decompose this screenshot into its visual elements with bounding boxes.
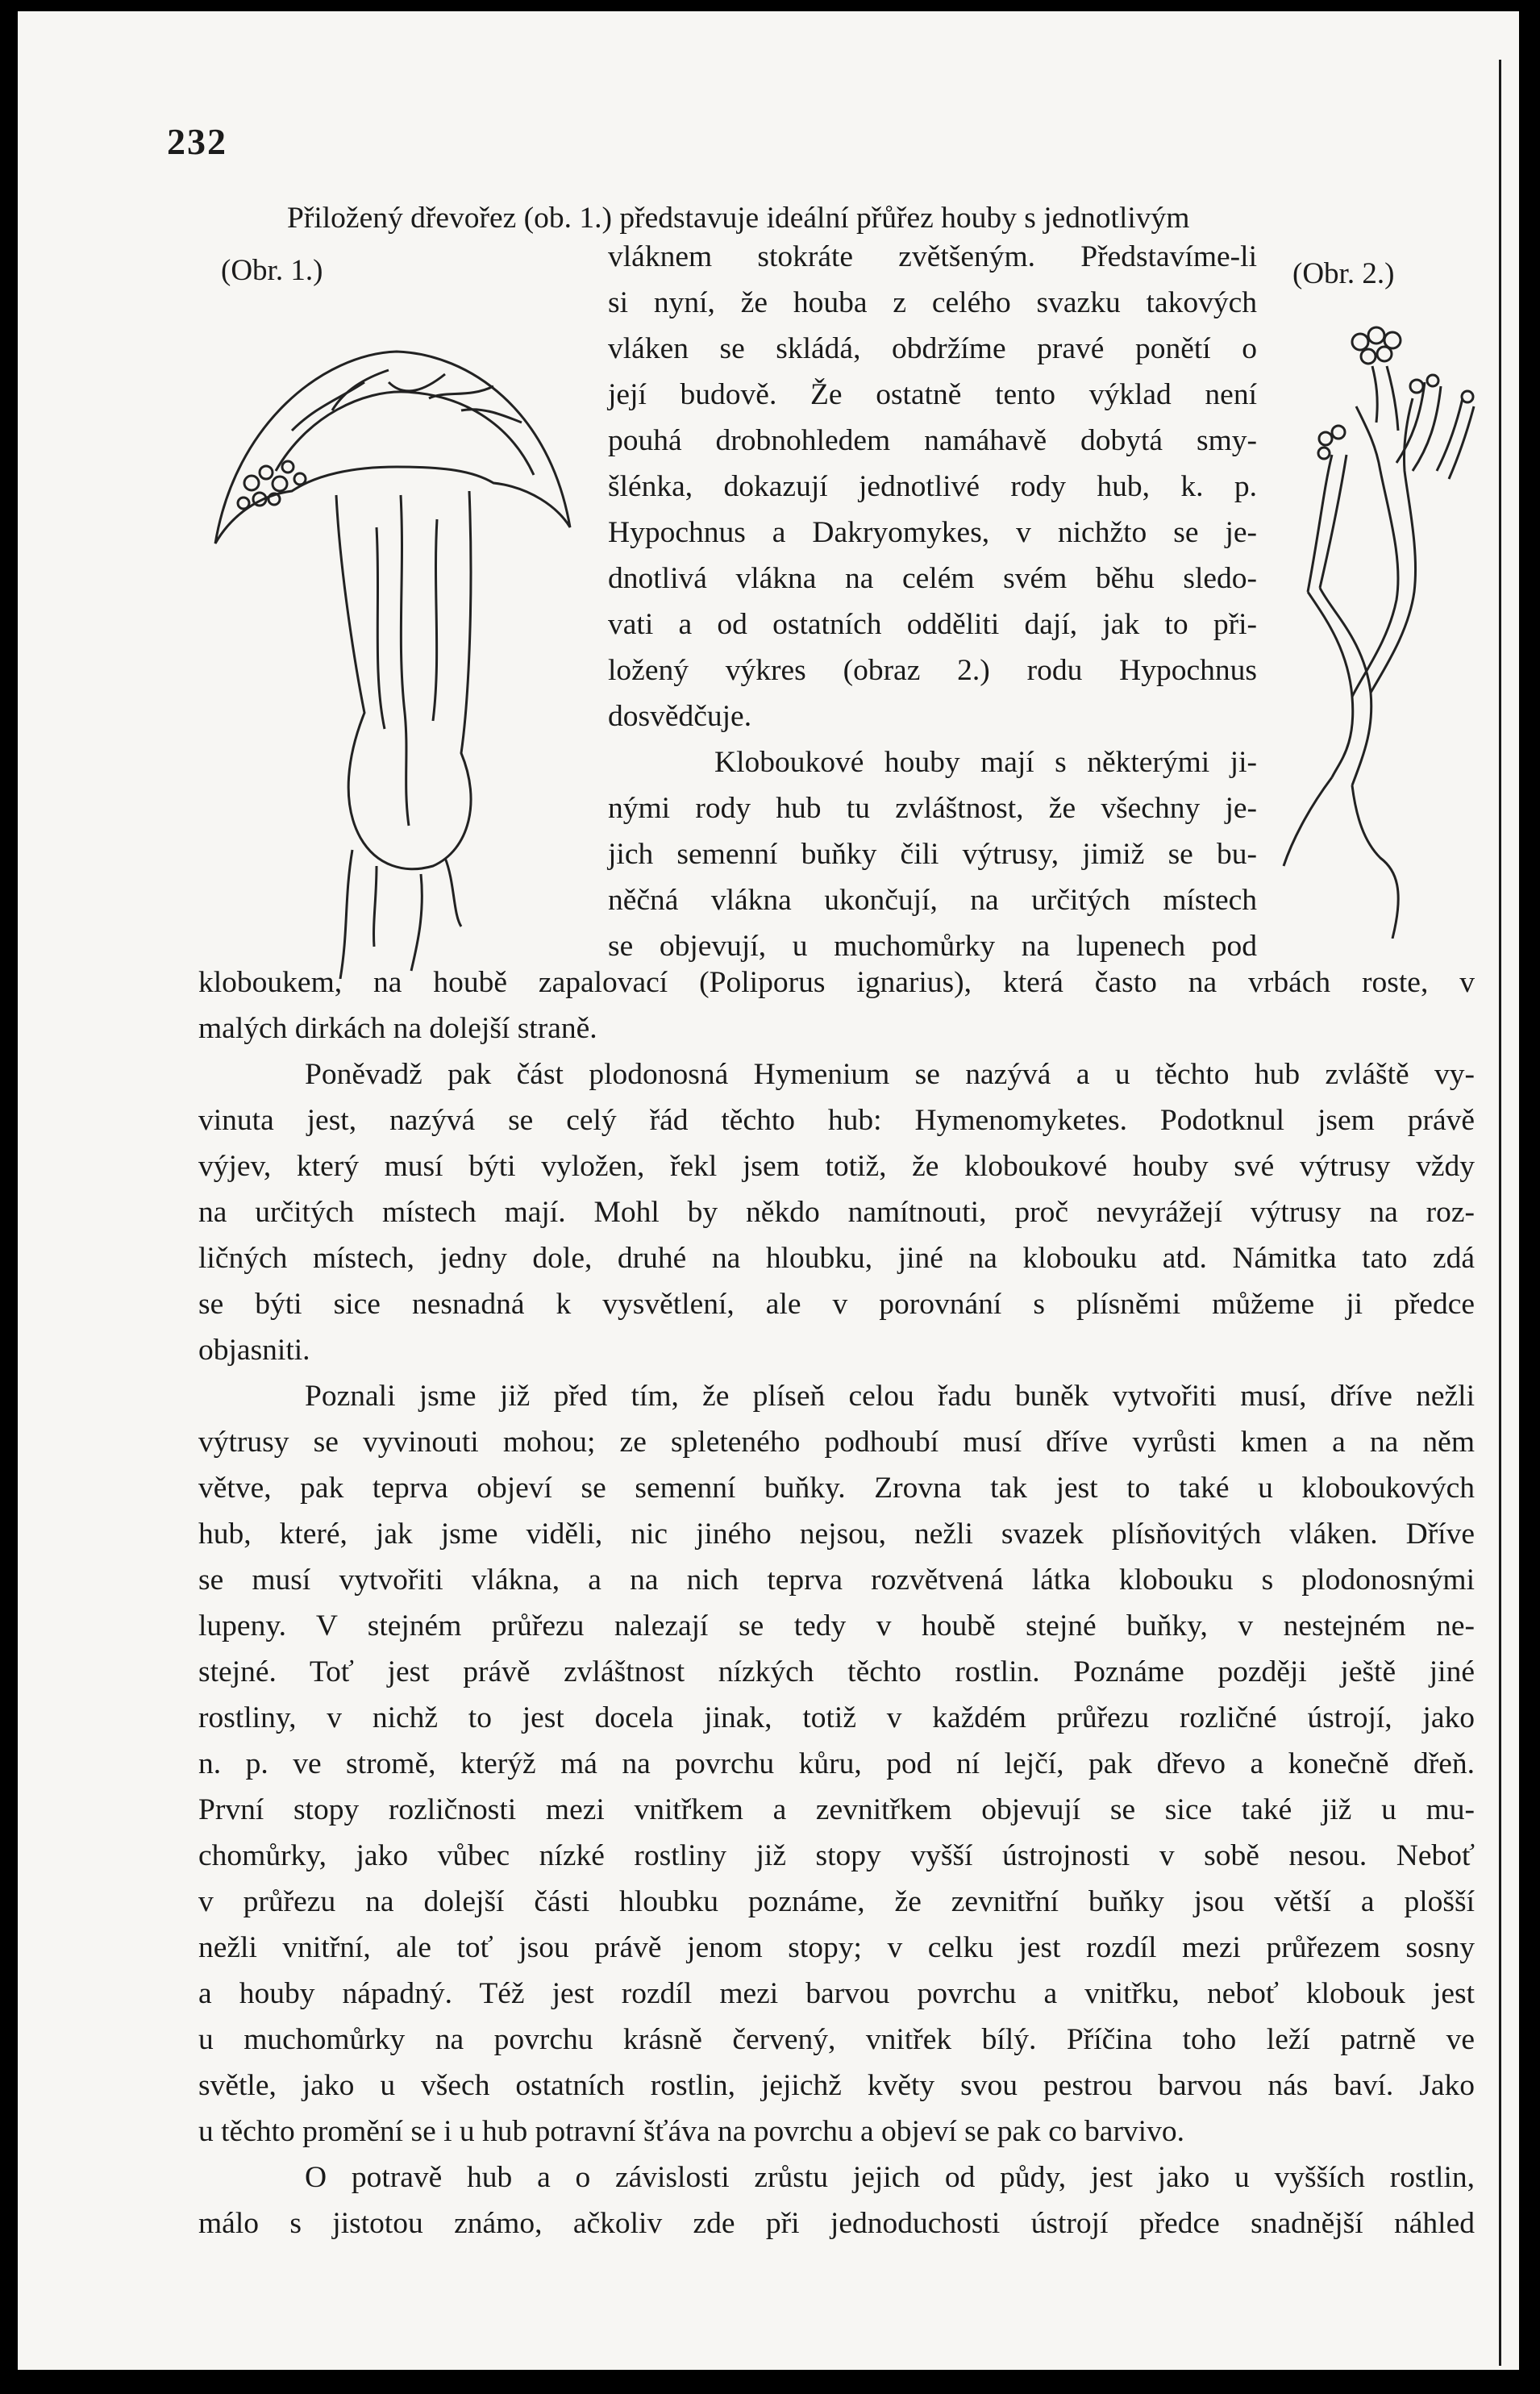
text-line: vláken se skládá, obdržíme pravé ponětí o: [608, 332, 1257, 365]
text-line: kloboukem, na houbě zapalovací (Poliporus ignarius), která často na vrbách roste, v: [198, 966, 1475, 999]
text-line: se objevují, u muchomůrky na lupenech pod: [608, 930, 1257, 963]
page-edge-shadow: [1499, 60, 1501, 2366]
mushroom-cross-section-illustration: [203, 334, 582, 979]
text-line: lupeny. V stejném průřezu nalezají se tedy v houbě stejné buňky, v nestejném ne-: [198, 1609, 1475, 1642]
text-line: se musí vytvořiti vlákna, a na nich teprva rozvětvená látka klobouku s plodonosnými: [198, 1563, 1475, 1597]
text-line: O potravě hub a o závislosti zrůstu jejich od půdy, jest jako u vyšších rostlin,: [305, 2161, 1475, 2194]
text-line: se býti sice nesnadná k vysvětlení, ale v porovnání s plísněmi můžeme ji předce: [198, 1288, 1475, 1321]
book-page: [18, 11, 1519, 2370]
text-line: větve, pak teprva objeví se semenní buňky. Zrovna tak jest to také u kloboukových: [198, 1472, 1475, 1505]
text-line: šlénka, dokazují jednotlivé rody hub, k. p.: [608, 470, 1257, 503]
text-line: Poznali jsme již před tím, že plíseň celou řadu buněk vytvořiti musí, dříve nežli: [305, 1380, 1475, 1413]
text-line: a houby nápadný. Též jest rozdíl mezi barvou povrchu a vnitřku, neboť klobouk jest: [198, 1977, 1475, 2010]
text-line: její budově. Že ostatně tento výklad není: [608, 378, 1257, 411]
text-line: na určitých místech mají. Mohl by někdo namítnouti, proč nevyrážejí výtrusy na roz-: [198, 1196, 1475, 1229]
figure-2-label: (Obr. 2.): [1292, 257, 1395, 290]
text-line: Kloboukové houby mají s některými ji-: [714, 746, 1257, 779]
text-line: něčná vlákna ukončují, na určitých místech: [608, 884, 1257, 917]
text-line: výtrusy se vyvinouti mohou; ze spleteného podhoubí musí dříve vyrůsti kmen a na něm: [198, 1426, 1475, 1459]
column-text: [608, 234, 1257, 969]
text-line: vati a od ostatních odděliti dají, jak to při-: [608, 608, 1257, 641]
text-line: hub, které, jak jsme viděli, nic jiného nejsou, nežli svazek plísňovitých vláken. Dříve: [198, 1518, 1475, 1551]
text-line: malých dirkách na dolejší straně.: [198, 1012, 597, 1045]
text-line: Hypochnus a Dakryomykes, v nichžto se je-: [608, 516, 1257, 549]
text-line: dosvědčuje.: [608, 700, 752, 733]
text-line: jich semenní buňky čili výtrusy, jimiž se bu-: [608, 838, 1257, 871]
text-line: výjev, který musí býti vyložen, řekl jsem totiž, že kloboukové houby své výtrusy vždy: [198, 1150, 1475, 1183]
text-line: ložený výkres (obraz 2.) rodu Hypochnus: [608, 654, 1257, 687]
text-line: vláknem stokráte zvětšeným. Představíme-li: [608, 240, 1257, 273]
text-line: si nyní, že houba z celého svazku takových: [608, 286, 1257, 319]
text-line: První stopy rozličnosti mezi vnitřkem a zevnitřkem objevují se sice také již u mu-: [198, 1793, 1475, 1826]
text-line: chomůrky, jako vůbec nízké rostliny již stopy vyšší ústrojnosti v sobě nesou. Neboť: [198, 1839, 1475, 1872]
text-line: málo s jistotou známo, ačkoliv zde při jednoduchosti ústrojí předce snadnější náhled: [198, 2207, 1475, 2240]
text-line: Poněvadž pak část plodonosná Hymenium se nazývá a u těchto hub zvláště vy-: [305, 1058, 1475, 1091]
text-line: pouhá drobnohledem namáhavě dobytá smy-: [608, 424, 1257, 457]
text-line: rostliny, v nichž to jest docela jinak, totiž v každém průřezu rozličné ústrojí, jako: [198, 1701, 1475, 1734]
text-line: dnotlivá vlákna na celém svém běhu sledo-: [608, 562, 1257, 595]
text-line: n. p. ve stromě, kterýž má na povrchu kůru, pod ní lejčí, pak dřevo a konečně dřeň.: [198, 1747, 1475, 1780]
text-line: nými rody hub tu zvláštnost, že všechny je-: [608, 792, 1257, 825]
text-line: ličných místech, jedny dole, druhé na hloubku, jiné na klobouku atd. Námitka tato zdá: [198, 1242, 1475, 1275]
text-line: v průřezu na dolejší části hloubku poznáme, že zevnitřní buňky jsou větší a plošší: [198, 1885, 1475, 1918]
page-number: 232: [167, 121, 227, 162]
text-line: u těchto promění se i u hub potravní šťáva na povrchu a objeví se pak co barvivo.: [198, 2115, 1184, 2148]
text-line: vinuta jest, nazývá se celý řád těchto hub: Hymenomyketes. Podotknul jsem právě: [198, 1104, 1475, 1137]
text-line: stejné. Toť jest právě zvláštnost nízkých těchto rostlin. Poznáme později ještě jiné: [198, 1655, 1475, 1688]
text-line: Přiložený dřevořez (ob. 1.) představuje ideální přůřez houby s jednotlivým: [287, 202, 1190, 235]
text-line: objasniti.: [198, 1334, 310, 1367]
text-line: u muchomůrky na povrchu krásně červený, vnitřek bílý. Příčina toho leží patrně ve: [198, 2023, 1475, 2056]
body-text: [198, 960, 1475, 2246]
text-line: světle, jako u všech ostatních rostlin, jejichž květy svou pestrou barvou nás baví. Jako: [198, 2069, 1475, 2102]
text-line: nežli vnitřní, ale toť jsou právě jenom stopy; v celku jest rozdíl mezi průřezem sosny: [198, 1931, 1475, 1964]
figure-1-label: (Obr. 1.): [221, 254, 323, 287]
hypochnus-hyphae-illustration: [1276, 294, 1493, 939]
